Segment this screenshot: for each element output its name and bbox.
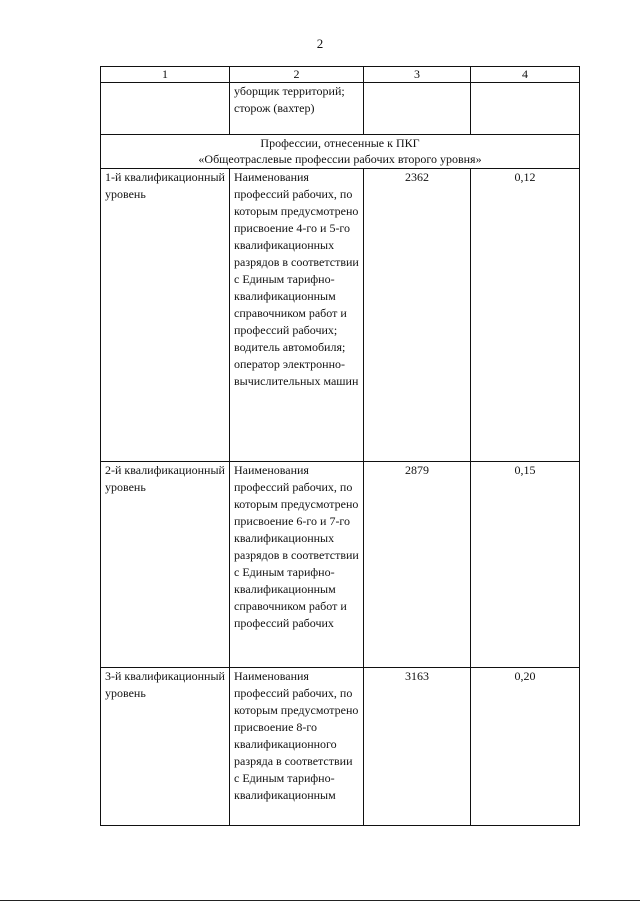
salary-value: 2362 xyxy=(364,169,471,462)
table-row xyxy=(101,462,580,668)
profession-description: Наименования профессий рабочих, по которым предусмотрено присвоение 6-го и 7-го квалификационных разрядов в соответствии с Единым тарифно-квалификационным справочником работ и профессий рабочих xyxy=(230,462,364,668)
profession-description: Наименования профессий рабочих, по которым предусмотрено присвоение 4-го и 5-го квалификационных разрядов в соответствии с Единым тарифно-квалификационным справочником работ и профессий рабочих; водитель автомобиля; оператор электронно-вычислительных машин xyxy=(230,169,364,462)
header-col-4: 4 xyxy=(471,67,580,83)
section-heading-line-2: «Общеотраслевые профессии рабочих второго уровня» xyxy=(198,152,482,166)
page-bottom-edge xyxy=(0,900,640,901)
table-row-continuation xyxy=(101,83,580,135)
section-heading xyxy=(101,135,580,169)
table-row xyxy=(101,668,580,826)
continuation-col-1 xyxy=(101,83,230,135)
header-col-2: 2 xyxy=(230,67,364,83)
coefficient-value: 0,20 xyxy=(471,668,580,826)
coefficient-value: 0,12 xyxy=(471,169,580,462)
table-section-row xyxy=(101,135,580,169)
salary-table xyxy=(100,66,580,826)
section-heading-line-1: Профессии, отнесенные к ПКГ xyxy=(260,136,420,150)
table-header-row xyxy=(101,67,580,83)
qualification-level: 1-й квалификационный уровень xyxy=(101,169,230,462)
salary-value: 3163 xyxy=(364,668,471,826)
qualification-level: 3-й квалификационный уровень xyxy=(101,668,230,826)
header-col-1: 1 xyxy=(101,67,230,83)
header-col-3: 3 xyxy=(364,67,471,83)
salary-value: 2879 xyxy=(364,462,471,668)
continuation-col-2: уборщик территорий; сторож (вахтер) xyxy=(230,83,364,135)
continuation-col-3 xyxy=(364,83,471,135)
profession-description: Наименования профессий рабочих, по которым предусмотрено присвоение 8-го квалификационного разряда в соответствии с Единым тарифно-квалификационным xyxy=(230,668,364,826)
table-row xyxy=(101,169,580,462)
continuation-col-4 xyxy=(471,83,580,135)
qualification-level: 2-й квалификационный уровень xyxy=(101,462,230,668)
coefficient-value: 0,15 xyxy=(471,462,580,668)
page-number: 2 xyxy=(316,36,324,51)
